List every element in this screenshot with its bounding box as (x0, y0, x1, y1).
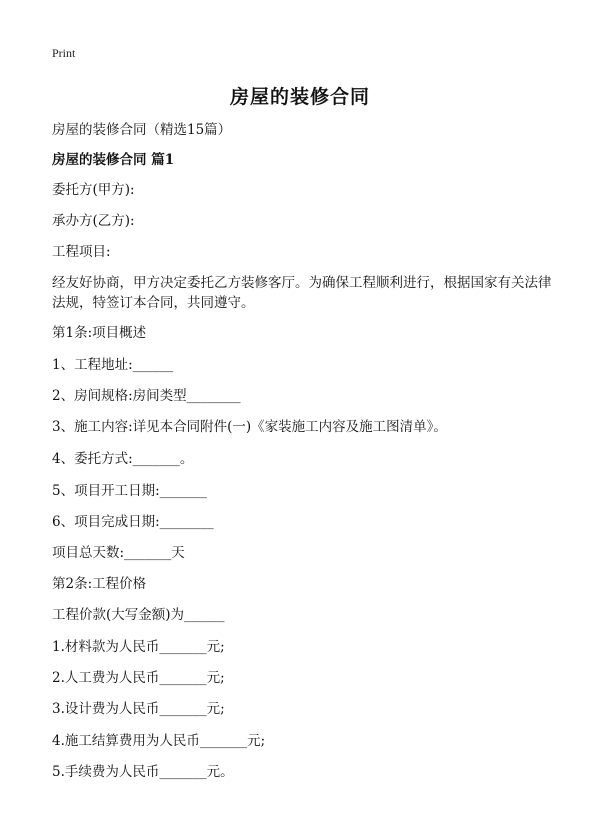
section-heading: 房屋的装修合同 篇1 (52, 152, 175, 168)
price-item-design: 3.设计费为人民币_______元; (52, 701, 225, 717)
item-room-spec: 2、房间规格:房间类型________ (52, 388, 241, 404)
intro-paragraph: 经友好协商，甲方决定委托乙方装修客厅。为确保工程顺利进行，根据国家有关法律法规，特签订本合同，共同遵守。 (52, 275, 552, 311)
price-item-settlement: 4.施工结算费用为人民币_______元; (52, 733, 266, 749)
total-days-line: 项目总天数:_______天 (52, 545, 185, 561)
item-commission-method: 4、委托方式:_______。 (52, 451, 194, 467)
print-link[interactable]: Print (52, 46, 76, 60)
price-item-labor: 2.人工费为人民币_______元; (52, 670, 225, 686)
client-party-line: 委托方(甲方): (52, 182, 135, 198)
item-project-address: 1、工程地址:______ (52, 357, 174, 373)
price-item-fee: 5.手续费为人民币_______元。 (52, 764, 234, 780)
article-2-heading: 第2条:工程价格 (52, 576, 147, 592)
document-title: 房屋的装修合同 (229, 86, 370, 108)
item-completion-date: 6、项目完成日期:________ (52, 514, 214, 530)
document-subtitle: 房屋的装修合同（精选15篇） (52, 122, 232, 138)
contractor-party-line: 承办方(乙方): (52, 213, 135, 229)
item-start-date: 5、项目开工日期:_______ (52, 483, 207, 499)
article-1-heading: 第1条:项目概述 (52, 325, 147, 341)
contract-price-line: 工程价款(大写金额)为______ (52, 607, 225, 623)
item-construction-content: 3、施工内容:详见本合同附件(一)《家装施工内容及施工图清单》。 (52, 419, 447, 435)
project-line: 工程项目: (52, 244, 111, 260)
price-item-materials: 1.材料款为人民币_______元; (52, 639, 225, 655)
